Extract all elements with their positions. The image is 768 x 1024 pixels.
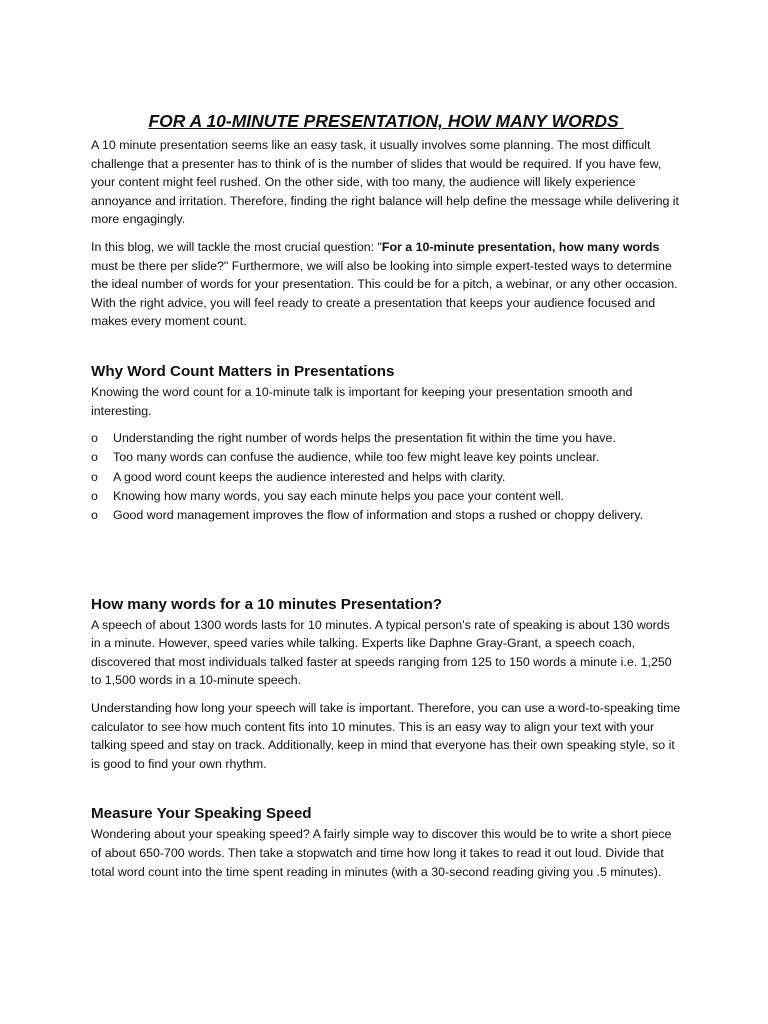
- intro-p2-rest: must be there per slide?" Furthermore, we will also be looking into simple expert-tested ways to determine the ideal number of words for your presentation. This could be for a pitch, a webinar, or any other occasion. With the right advice, you will feel ready to create a presentation that keeps your audience focused and makes every moment count.: [91, 258, 678, 329]
- list-item: [91, 468, 681, 487]
- document-title: FOR A 10-MINUTE PRESENTATION, HOW MANY WORDS: [148, 111, 624, 131]
- list-item-text: Too many words can confuse the audience, while too few might leave key points unclear.: [113, 450, 600, 465]
- list-item-text: Good word management improves the flow of information and stops a rushed or choppy delivery.: [113, 508, 644, 523]
- intro-p2-lead: In this blog, we will tackle the most crucial question: ": [91, 239, 382, 254]
- intro-paragraph-2: [91, 238, 681, 331]
- list-item: [91, 448, 681, 467]
- section2-paragraph-2: Understanding how long your speech will take is important. Therefore, you can use a word-to-speaking time calculator to see how much content fits into 10 minutes. This is an easy way to align your text with your talking speed and stay on track. Additionally, keep in mind that everyone has their own speaking style, so it is good to find your own rhythm.: [91, 700, 681, 771]
- section-heading-word-count: Why Word Count Matters in Presentations: [91, 362, 395, 380]
- section3-paragraph-1: Wondering about your speaking speed? A fairly simple way to discover this would be to write a short piece of about 650-700 words. Then take a stopwatch and time how long it takes to read it out loud. Divide that total word count into the time spent reading in minutes (with a 30-second reading giving you .5 minutes).: [91, 827, 672, 879]
- section2-paragraph-1: A speech of about 1300 words lasts for 10 minutes. A typical person's rate of speaking is about 130 words in a minute. However, speed varies while talking. Experts like Daphne Gray-Grant, a speech coach, discovered that most individuals talked faster at speeds ranging from 125 to 150 words a minute i.e. 1,250 to 1,500 words in a 10-minute speech.: [91, 617, 672, 688]
- list-item: [91, 487, 681, 506]
- list-item-text: Knowing how many words, you say each minute helps you pace your content well.: [113, 489, 565, 504]
- bullet-marker: o: [91, 469, 98, 484]
- list-item: [91, 429, 681, 448]
- list-item-text: A good word count keeps the audience interested and helps with clarity.: [113, 469, 506, 484]
- intro-p2-bold: For a 10-minute presentation, how many words: [381, 239, 660, 254]
- section1-intro: Knowing the word count for a 10-minute talk is important for keeping your presentation smooth and interesting.: [91, 384, 633, 418]
- bullet-list: [91, 429, 681, 525]
- document-page: [91, 110, 681, 890]
- bullet-marker: o: [91, 450, 98, 465]
- bullet-marker: o: [91, 431, 98, 446]
- section-heading-speaking-speed: Measure Your Speaking Speed: [91, 805, 312, 823]
- list-item: [91, 506, 681, 525]
- intro-paragraph-1: A 10 minute presentation seems like an easy task, it usually involves some planning. The most difficult challenge that a presenter has to think of is the number of slides that would be required. If you have few, your content might feel rushed. On the other side, with too many, the audience will likely experience annoyance and irritation. Therefore, finding the right balance will help define the message while delivering it more engagingly.: [91, 138, 679, 227]
- bullet-marker: o: [91, 508, 98, 523]
- bullet-marker: o: [91, 489, 98, 504]
- section-heading-how-many-words: How many words for a 10 minutes Presentation?: [91, 595, 443, 613]
- list-item-text: Understanding the right number of words helps the presentation fit within the time you have.: [113, 431, 616, 446]
